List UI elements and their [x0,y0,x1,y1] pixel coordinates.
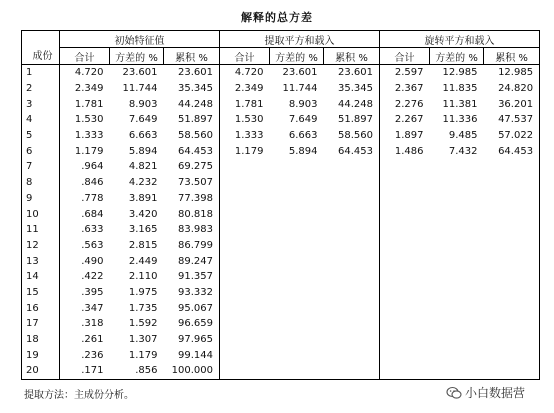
init-total-cell: 1.333 [60,128,110,144]
init-total-cell: 2.349 [60,81,110,97]
init-cumulative-pct-cell: 35.345 [178,83,213,95]
rot-variance-pct-cell [430,206,484,222]
init-cumulative-pct-cell: 83.983 [178,224,213,236]
rot-total-cell [380,175,430,191]
ext-total-cell [220,191,270,207]
rot-total-cell: 2.597 [380,65,430,81]
ext-variance-pct-cell [270,363,324,379]
init-total-cell: .778 [60,191,110,207]
ext-cumulative-pct-cell: 44.248 [338,98,374,110]
rot-cumulative-pct-cell [484,269,540,285]
ext-variance-pct-cell [270,159,324,175]
component-number-cell: 1 [22,65,60,81]
rot-cumulative-pct-cell: 57.022 [484,128,540,144]
component-number-cell: 9 [22,191,60,207]
init-cumulative-pct-cell: 51.897 [178,114,213,126]
init-variance-pct-cell: .856 [110,363,164,379]
ext-total-cell [220,206,270,222]
ext-total-cell [220,285,270,301]
rot-variance-pct-cell: 9.485 [448,130,478,142]
init-total-cell: .422 [60,269,110,285]
init-variance-pct-cell: 1.179 [128,349,158,361]
ext-total-cell [220,300,270,316]
component-header: 成份 [22,31,60,65]
extraction-sums-header: 提取平方和载入 [220,31,380,48]
ext-variance-pct-cell [270,238,324,254]
cumulative-pct-header: 累积 % [164,48,220,65]
init-total-cell: 4.720 [60,65,110,81]
ext-variance-pct-cell [270,222,324,238]
init-total-cell: .236 [60,347,110,363]
ext-variance-pct-cell: 8.903 [288,98,318,110]
init-variance-pct-cell: 1.592 [128,318,158,330]
init-cumulative-pct-cell: 100.000 [164,363,220,379]
init-variance-pct-cell: 3.891 [128,192,158,204]
rot-cumulative-pct-cell [484,300,540,316]
rot-cumulative-pct-cell [484,222,540,238]
table-row [22,300,540,316]
rot-cumulative-pct-cell: 24.820 [484,81,540,97]
rot-total-cell: 2.276 [380,96,430,112]
table-row [22,253,540,269]
ext-cumulative-pct-cell [324,300,380,316]
rot-variance-pct-cell [430,175,484,191]
rot-total-cell [380,159,430,175]
init-total-cell: .395 [60,285,110,301]
ext-variance-pct-cell [270,175,324,191]
init-variance-pct-cell: 2.110 [128,271,158,283]
rot-variance-pct-cell [430,238,484,254]
rot-cumulative-pct-cell [484,175,540,191]
init-variance-pct-cell: 6.663 [128,130,158,142]
init-cumulative-pct-cell: 96.659 [178,318,213,330]
wechat-icon [446,386,462,400]
init-cumulative-pct-cell: 80.818 [178,208,213,220]
rot-cumulative-pct-cell: 64.453 [484,143,540,159]
init-total-cell: .318 [60,316,110,332]
rot-cumulative-pct-cell [484,316,540,332]
init-cumulative-pct-cell: 97.965 [178,334,213,346]
init-variance-pct-cell: 4.232 [128,177,158,189]
rot-cumulative-pct-cell: 36.201 [484,96,540,112]
ext-variance-pct-cell [270,269,324,285]
ext-cumulative-pct-cell [324,316,380,332]
component-number-cell: 10 [22,206,60,222]
init-cumulative-pct-cell: 99.144 [178,349,213,361]
rot-cumulative-pct-cell [484,191,540,207]
ext-total-cell: 1.530 [220,112,270,128]
rot-total-cell: 2.267 [380,112,430,128]
component-number-cell: 16 [22,300,60,316]
table-row [22,143,540,159]
init-variance-pct-cell: 8.903 [128,98,158,110]
rot-variance-pct-cell: 11.835 [442,83,478,95]
ext-cumulative-pct-cell: 51.897 [338,114,374,126]
rot-variance-pct-cell [430,363,484,379]
init-variance-pct-cell: 4.821 [128,161,158,173]
ext-total-cell [220,316,270,332]
init-total-cell: .563 [60,238,110,254]
init-cumulative-pct-cell: 91.357 [178,271,213,283]
init-total-cell: .171 [60,363,110,379]
init-total-cell: .633 [60,222,110,238]
component-number-cell: 20 [22,363,60,379]
init-total-cell: .261 [60,332,110,348]
rot-variance-pct-cell [430,300,484,316]
ext-variance-pct-cell: 11.744 [282,83,318,95]
init-variance-pct-cell: 2.449 [128,255,158,267]
table-row [22,316,540,332]
init-variance-pct-cell: 1.307 [128,334,158,346]
rot-variance-pct-cell [430,316,484,332]
init-variance-pct-cell: 3.165 [128,224,158,236]
ext-total-cell [220,238,270,254]
rot-total-cell: 1.486 [380,143,430,159]
table-row [22,65,540,81]
rot-variance-pct-cell: 7.432 [448,145,478,157]
init-total-cell: .684 [60,206,110,222]
component-number-cell: 14 [22,269,60,285]
rot-variance-pct-cell [430,332,484,348]
variance-pct-header: 方差的 % [270,48,324,65]
ext-total-cell: 1.179 [220,143,270,159]
init-variance-pct-cell: 2.815 [128,239,158,251]
table-row [22,222,540,238]
table-title: 解释的总方差 [241,11,313,24]
ext-variance-pct-cell [270,191,324,207]
ext-cumulative-pct-cell [324,285,380,301]
rot-cumulative-pct-cell [484,347,540,363]
ext-variance-pct-cell: 5.894 [288,145,318,157]
rot-variance-pct-cell [430,269,484,285]
ext-variance-pct-cell [270,206,324,222]
rotation-sums-header: 旋转平方和载入 [380,31,540,48]
ext-variance-pct-cell [270,316,324,332]
table-row [22,206,540,222]
ext-variance-pct-cell [270,332,324,348]
ext-total-cell [220,222,270,238]
init-total-cell: 1.179 [60,143,110,159]
ext-cumulative-pct-cell: 35.345 [338,83,374,95]
init-variance-pct-cell: 7.649 [128,114,158,126]
init-variance-pct-cell: 1.735 [128,302,158,314]
ext-total-cell: 1.333 [220,128,270,144]
rot-cumulative-pct-cell [484,285,540,301]
total-header: 合计 [220,48,270,65]
rot-cumulative-pct-cell [484,363,540,379]
rot-variance-pct-cell [430,347,484,363]
rot-variance-pct-cell [430,159,484,175]
rot-variance-pct-cell: 12.985 [442,67,478,79]
init-cumulative-pct-cell: 44.248 [178,98,213,110]
rot-total-cell [380,316,430,332]
initial-eigenvalues-header: 初始特征值 [60,31,220,48]
component-number-cell: 12 [22,238,60,254]
rot-total-cell [380,238,430,254]
component-number-cell: 11 [22,222,60,238]
rot-cumulative-pct-cell: 47.537 [484,112,540,128]
init-variance-pct-cell: 5.894 [128,145,158,157]
init-cumulative-pct-cell: 95.067 [178,302,213,314]
component-number-cell: 2 [22,81,60,97]
init-cumulative-pct-cell: 64.453 [178,145,213,157]
variance-pct-header: 方差的 % [430,48,484,65]
ext-cumulative-pct-cell [324,191,380,207]
component-number-cell: 6 [22,143,60,159]
rot-cumulative-pct-cell: 12.985 [484,65,540,81]
init-cumulative-pct-cell: 86.799 [178,239,213,251]
table-row [22,81,540,97]
ext-cumulative-pct-cell [324,347,380,363]
rot-cumulative-pct-cell [484,206,540,222]
table-row [22,347,540,363]
ext-variance-pct-cell [270,300,324,316]
rot-cumulative-pct-cell [484,238,540,254]
init-cumulative-pct-cell: 77.398 [178,192,213,204]
rot-variance-pct-cell [430,191,484,207]
variance-table [21,30,540,380]
init-cumulative-pct-cell: 58.560 [178,130,213,142]
table-row [22,363,540,379]
component-number-cell: 4 [22,112,60,128]
ext-total-cell: 1.781 [220,96,270,112]
cumulative-pct-header: 累积 % [324,48,380,65]
watermark-text: 小白数据营 [465,386,526,400]
ext-cumulative-pct-cell [324,175,380,191]
init-total-cell: .846 [60,175,110,191]
ext-total-cell [220,332,270,348]
table-row [22,128,540,144]
component-number-cell: 3 [22,96,60,112]
watermark [446,384,525,401]
ext-variance-pct-cell: 23.601 [282,67,318,79]
init-total-cell: 1.781 [60,96,110,112]
table-row [22,332,540,348]
ext-cumulative-pct-cell [324,253,380,269]
rot-total-cell [380,300,430,316]
rot-cumulative-pct-cell [484,253,540,269]
rot-total-cell: 1.897 [380,128,430,144]
ext-variance-pct-cell: 6.663 [288,130,318,142]
rot-total-cell [380,332,430,348]
ext-cumulative-pct-cell [324,222,380,238]
ext-cumulative-pct-cell: 64.453 [338,145,374,157]
init-total-cell: 1.530 [60,112,110,128]
init-cumulative-pct-cell: 93.332 [178,286,213,298]
component-number-cell: 7 [22,159,60,175]
footnote: 提取方法：主成份分析。 [24,390,134,401]
ext-total-cell: 4.720 [220,65,270,81]
ext-variance-pct-cell: 7.649 [288,114,318,126]
table-row [22,159,540,175]
ext-cumulative-pct-cell: 23.601 [338,67,374,79]
ext-cumulative-pct-cell: 58.560 [338,130,374,142]
ext-cumulative-pct-cell [324,206,380,222]
init-cumulative-pct-cell: 73.507 [178,177,213,189]
init-variance-pct-cell: 23.601 [122,67,158,79]
init-cumulative-pct-cell: 69.275 [178,161,213,173]
ext-total-cell [220,253,270,269]
init-cumulative-pct-cell: 89.247 [178,255,213,267]
init-cumulative-pct-cell: 23.601 [178,67,213,79]
component-number-cell: 13 [22,253,60,269]
rot-variance-pct-cell [430,285,484,301]
ext-total-cell [220,175,270,191]
component-number-cell: 8 [22,175,60,191]
component-number-cell: 5 [22,128,60,144]
variance-pct-header: 方差的 % [110,48,164,65]
ext-variance-pct-cell [270,285,324,301]
init-total-cell: .347 [60,300,110,316]
component-number-cell: 18 [22,332,60,348]
total-header: 合计 [380,48,430,65]
init-total-cell: .964 [60,159,110,175]
table-row [22,191,540,207]
rot-total-cell [380,363,430,379]
rot-total-cell [380,191,430,207]
rot-total-cell [380,206,430,222]
rot-cumulative-pct-cell [484,332,540,348]
ext-total-cell [220,269,270,285]
table-row [22,96,540,112]
component-number-cell: 17 [22,316,60,332]
cumulative-pct-header: 累积 % [484,48,540,65]
rot-cumulative-pct-cell [484,159,540,175]
rot-total-cell [380,285,430,301]
table-row [22,269,540,285]
rot-total-cell [380,347,430,363]
rot-total-cell: 2.367 [380,81,430,97]
rot-variance-pct-cell: 11.381 [442,98,478,110]
ext-cumulative-pct-cell [324,159,380,175]
table-row [22,175,540,191]
ext-variance-pct-cell [270,253,324,269]
init-variance-pct-cell: 11.744 [122,83,158,95]
ext-cumulative-pct-cell [324,332,380,348]
ext-cumulative-pct-cell [324,238,380,254]
component-number-cell: 19 [22,347,60,363]
table-row [22,285,540,301]
rot-total-cell [380,269,430,285]
rot-variance-pct-cell: 11.336 [442,114,478,126]
ext-cumulative-pct-cell [324,363,380,379]
ext-total-cell [220,159,270,175]
ext-variance-pct-cell [270,347,324,363]
component-number-cell: 15 [22,285,60,301]
init-variance-pct-cell: 1.975 [128,286,158,298]
init-variance-pct-cell: 3.420 [128,208,158,220]
rot-variance-pct-cell [430,222,484,238]
table-row [22,112,540,128]
total-header: 合计 [60,48,110,65]
ext-total-cell [220,363,270,379]
rot-total-cell [380,253,430,269]
rot-total-cell [380,222,430,238]
init-total-cell: .490 [60,253,110,269]
ext-total-cell: 2.349 [220,81,270,97]
rot-variance-pct-cell [430,253,484,269]
table-row [22,238,540,254]
ext-cumulative-pct-cell [324,269,380,285]
ext-total-cell [220,347,270,363]
